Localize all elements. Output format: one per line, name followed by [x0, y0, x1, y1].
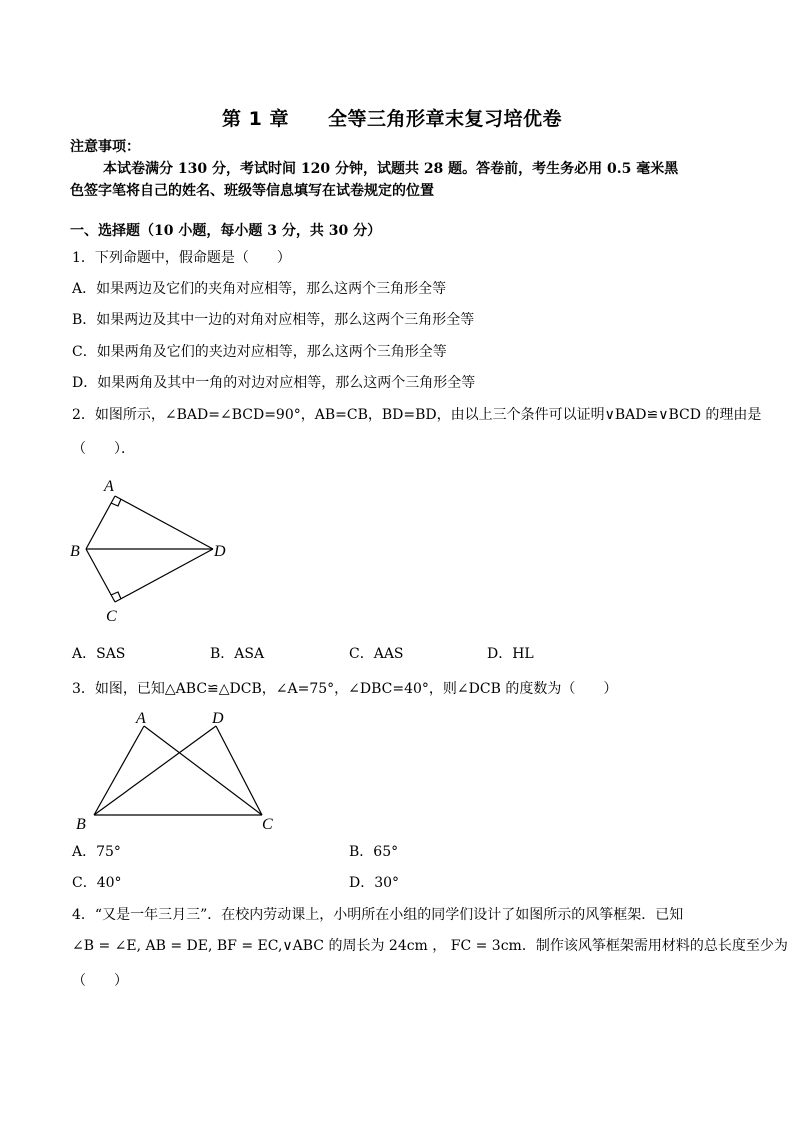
section-heading: 一、选择题（10 小题，每小题 3 分，共 30 分）: [70, 223, 382, 239]
q1-stem: 1．下列命题中，假命题是（ ）: [72, 250, 291, 266]
q2-option-b: B．ASA: [210, 646, 265, 662]
q1-option-b: B．如果两边及其中一边的对角对应相等，那么这两个三角形全等: [72, 312, 475, 328]
q2-option-c: C．AAS: [349, 646, 404, 662]
q2-label-b: B: [70, 543, 80, 560]
q2-figure: [68, 476, 248, 626]
q3-option-a: A．75°: [72, 844, 121, 860]
q3-option-d: D．30°: [349, 875, 400, 891]
q3-stem: 3．如图，已知△ABC≌△DCB，∠A=75°，∠DBC=40°，则∠DCB 的度数为（ ）: [72, 681, 618, 697]
q1-option-c: C．如果两角及它们的夹边对应相等，那么这两个三角形全等: [72, 344, 447, 360]
notice-line-1: 本试卷满分 130 分，考试时间 120 分钟，试题共 28 题。答卷前，考生务必用 0.5 毫米黑: [103, 161, 679, 177]
q3-option-b: B．65°: [349, 844, 399, 860]
q4-line-3: （ ）: [72, 973, 128, 989]
q2-option-a: A．SAS: [72, 646, 126, 662]
notice-label: 注意事项：: [70, 139, 140, 155]
q3-figure: [72, 706, 282, 836]
q2-stem: 2．如图所示，∠BAD=∠BCD=90°，AB=CB，BD=BD，由以上三个条件可以证明∨BAD≌∨BCD 的理由是: [72, 407, 762, 423]
q1-option-a: A．如果两边及它们的夹角对应相等，那么这两个三角形全等: [72, 281, 447, 297]
notice-line-2: 色签字笔将自己的姓名、班级等信息填写在试卷规定的位置: [70, 183, 434, 199]
q2-label-c: C: [106, 608, 117, 625]
q2-stem-blank: （ ）．: [72, 441, 135, 457]
q3-label-c: C: [262, 816, 273, 833]
q2-label-a: A: [104, 478, 114, 495]
q1-option-d: D．如果两角及其中一角的对边对应相等，那么这两个三角形全等: [72, 375, 476, 391]
page-title: 第 1 章 全等三角形章末复习培优卷: [222, 108, 562, 130]
q2-option-d: D．HL: [487, 646, 534, 662]
q3-label-a: A: [136, 710, 146, 727]
q4-line-1: 4．“又是一年三月三”．在校内劳动课上，小明所在小组的同学们设计了如图所示的风筝框架．已知: [72, 907, 684, 923]
q2-label-d: D: [214, 543, 226, 560]
q4-line-2: ∠B = ∠E, AB = DE, BF = EC,∨ABC 的周长为 24cm ， FC = 3cm．制作该风筝框架需用材料的总长度至少为: [72, 938, 788, 954]
q3-label-d: D: [212, 710, 224, 727]
q3-option-c: C．40°: [72, 875, 122, 891]
q3-label-b: B: [76, 816, 86, 833]
